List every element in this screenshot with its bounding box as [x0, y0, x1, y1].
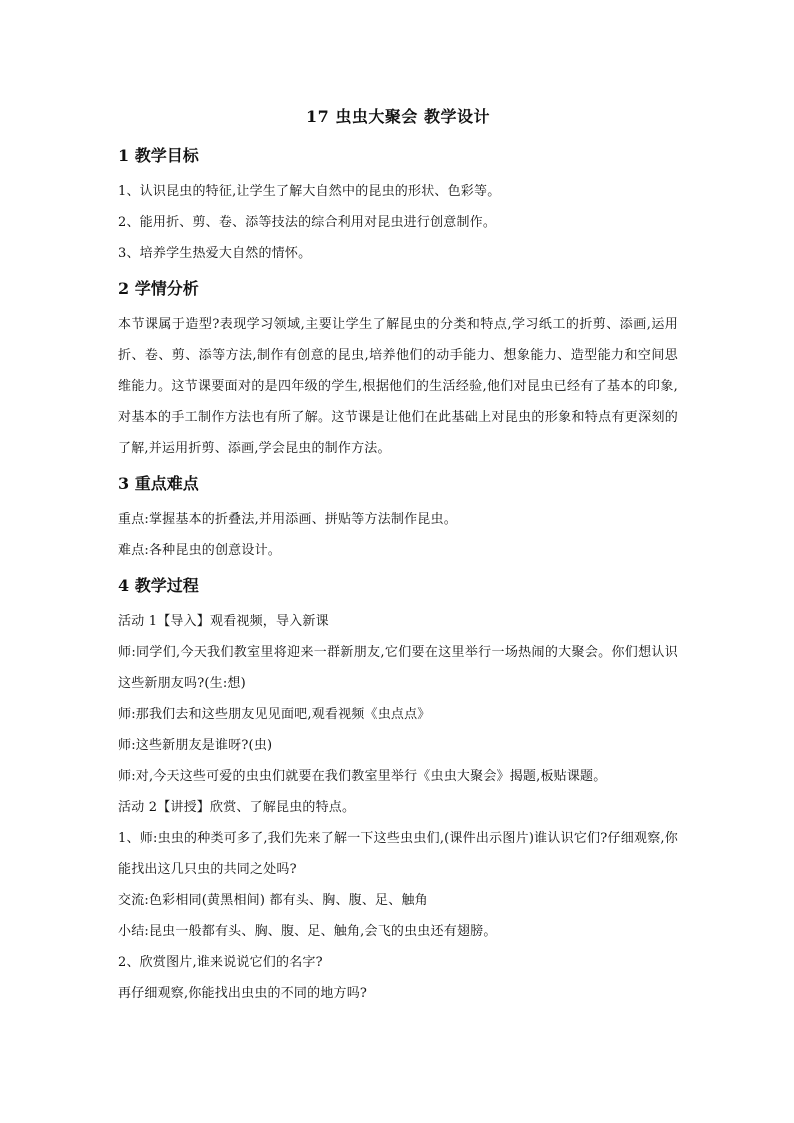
document-title: 17 虫虫大聚会 教学设计	[306, 107, 490, 126]
paragraph: 2、欣赏图片,谁来说说它们的名字?	[118, 955, 323, 970]
paragraph: 师:这些新朋友是谁呀?(虫)	[118, 738, 273, 753]
section-key-points	[118, 470, 678, 566]
paragraph: 1、师:虫虫的种类可多了,我们先来了解一下这些虫虫们,(课件出示图片)谁认识它们?仔细观察,你能找出这几只虫的共同之处吗?	[118, 831, 678, 877]
section-student-analysis	[118, 275, 678, 464]
paragraph: 交流:色彩相同(黄黑相间) 都有头、胸、腹、足、触角	[118, 893, 428, 908]
section-heading: 1 教学目标	[118, 146, 199, 165]
paragraph: 难点:各种昆虫的创意设计。	[118, 543, 281, 558]
paragraph: 2、能用折、剪、卷、添等技法的综合利用对昆虫进行创意制作。	[118, 215, 497, 230]
paragraph: 小结:昆虫一般都有头、胸、腹、足、触角,会飞的虫虫还有翅膀。	[118, 924, 497, 939]
section-heading: 4 教学过程	[118, 576, 199, 595]
paragraph: 师:对,今天这些可爱的虫虫们就要在我们教室里举行《虫虫大聚会》揭题,板贴课题。	[118, 769, 607, 784]
section-teaching-process	[118, 572, 678, 1009]
activity-heading: 活动 2【讲授】欣赏、了解昆虫的特点。	[118, 800, 356, 815]
paragraph: 本节课属于造型?表现学习领域,主要让学生了解昆虫的分类和特点,学习纸工的折剪、添画,运用折、卷、剪、添等方法,制作有创意的昆虫,培养他们的动手能力、想象能力、造型能力和空间思维能力。这节课要面对的是四年级的学生,根据他们的生活经验,他们对昆虫已经有了基本的印象,对基本的手工制作方法也有所了解。这节课是让他们在此基础上对昆虫的形象和特点有更深刻的了解,并运用折剪、添画,学会昆虫的制作方法。	[118, 317, 678, 456]
activity-heading: 活动 1【导入】观看视频，导入新课	[118, 614, 329, 629]
paragraph: 师:那我们去和这些朋友见见面吧,观看视频《虫点点》	[118, 707, 431, 722]
section-teaching-goals	[118, 142, 678, 269]
paragraph: 师:同学们,今天我们教室里将迎来一群新朋友,它们要在这里举行一场热闹的大聚会。你们想认识这些新朋友吗?(生:想)	[118, 645, 678, 691]
paragraph: 重点:掌握基本的折叠法,并用添画、拼贴等方法制作昆虫。	[118, 512, 457, 527]
section-heading: 3 重点难点	[118, 474, 199, 493]
paragraph: 再仔细观察,你能找出虫虫的不同的地方吗?	[118, 986, 368, 1001]
document-body	[118, 104, 678, 1015]
paragraph: 3、培养学生热爱大自然的情怀。	[118, 246, 312, 261]
section-heading: 2 学情分析	[118, 279, 199, 298]
paragraph: 1、认识昆虫的特征,让学生了解大自然中的昆虫的形状、色彩等。	[118, 184, 501, 199]
